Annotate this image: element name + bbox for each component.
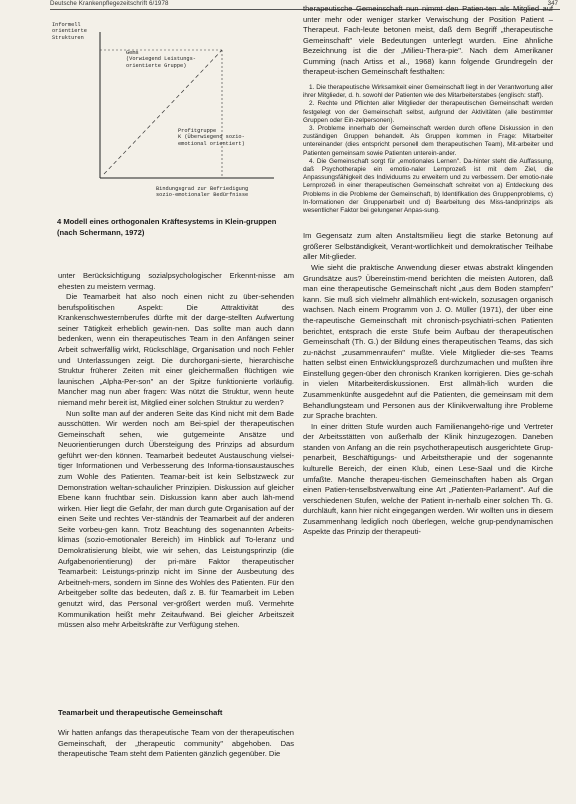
paragraph: Die Teamarbeit hat also noch einen nicht zu über-sehenden berufspolitischen Aspekt: Die Attraktivität des Krankenschwesternberufes dürfte mit der darge-stellten Aufwertung seiner Tätigkeit erheblich gewin-nen. Das sollte man auch dann bedenken, wenn ein therapeutisches Team in den Anfängen seiner Arbeit schwerfällig wirkt, Rückschläge, Organisation und noch Fehler und Unterlassungen zeigt. Die durchorgani-sierte, hierarchische Struktur früherer Zeiten mit einer gleichermaßen flüchtigen wie launischen „Alpha-Per-son" an der Spitze funktionierte vorläufig. Mancher mag nun aber fragen: Was nützt die Struktur, wenn heute niemand mehr bereit ist, Mitglied einer solchen Struktur zu werden?: [58, 292, 294, 407]
force-system-diagram: [52, 20, 292, 205]
list-item: 3. Probleme innerhalb der Gemeinschaft werden durch offene Diskussion in den zuständigen Gruppen behandelt. Als Gruppen kommen in Frage: Mitarbeiter untereinander (dies entspricht personell dem therapeutischen Team), Mit-arbeiter und Patienten gemeinsam sowie Patienten unterein-ander.: [303, 125, 553, 157]
list-item: 4. Die Gemeinschaft sorgt für „emotionales Lernen". Da-hinter steht die Auffassung, daß Psychotherapie ein emotio-naler Lernprozeß ist mit dem Ziel, die Anpassungsfähigkeit des Individuums zu erweitern und zu verbessern. Der emotio-nale Lernprozeß in einer therapeutischen Gemeinschaft schreitet von a) Entdeckung des Problems in die Probleme der Gemeinschaft, b) Identifikation des Gruppenproblems, c) In-formationen der Gruppenarbeit und d) Bearbeitung des Miss-tandprinzips als wesentlicher Faktor bei gelungener Anpas-sung.: [303, 157, 553, 215]
paragraph: Wie sieht die praktische Anwendung dieser etwas abstrakt klingenden Grundsätze aus? Übereinstim-mend berichten die meisten Autoren, daß man eine therapeutische Gemeinschaft nicht „aus dem Boden stampfen" kann. Sie muß sich vielmehr allmählich ent-wickeln, sozusagen organisch wachsen. Nach einem Programm von J. O. Müller (1971), der über eine the-rapeutische Gemeinschaft mit chronisch-psychiatri-schen Patienten berichtet, entsprach die erste Stufe beim Aufbau der therapeutischen Gemeinschaft (Th. G.) der Bildung eines therapeutischen Teams, das sich zu-nächst „zusammenraufen" mußte. Viele Mitglieder die-ses Teams hatten selbst einen Entwicklungsprozeß durchzumachen und mußten ihre Einstellung gegen-über den chronisch Kranken korrigieren. Dies ge-schah in vielen Mitarbeiterdiskussionen. Erst allmäh-lich wurden die Zusammenkünfte ausgedehnt auf die Patienten, die gemeinsam mit dem Behandlungsteam und Personen aus der Klinikverwaltung ihre Probleme zur Sprache brachten.: [303, 263, 553, 421]
paragraph: therapeutische Gemeinschaft nun nimmt den Patien-ten als Mitglied auf unter mehr oder weniger starker Verwischung der Position Patient – Therapeut. Fach-leute betonen meist, daß dem Begriff „therapeutische Gemeinschaft" viele Bedeutungen unterlegt wurden. Eine ähnliche Bezeichnung ist die der „Milieu-Thera-pie". Nach dem Amerikaner Cumming (nach Artiss et al., 1968) kann folgende Grundregeln der therapeut-ischen Gemeinschaft festhalten:: [303, 4, 553, 77]
list-item: 2. Rechte und Pflichten aller Mitglieder der therapeutischen Gemeinschaft werden festgelegt von der Gemeinschaft selbst, aufgrund der Aktivitäten (alle bestimmter Gruppen oder Ein-zelpersonen).: [303, 100, 553, 124]
left-column: [58, 271, 294, 631]
spacer: [303, 221, 553, 231]
rules-list: [303, 84, 553, 215]
paragraph: unter Berücksichtigung sozialpsychologischer Erkennt-nisse am ehesten zu meistern vermag.: [58, 271, 294, 291]
page-number: 347: [547, 0, 558, 7]
figure-caption: 4 Modell eines orthogonalen Kräftesystems in Klein-gruppen (nach Schermann, 1972): [57, 217, 277, 237]
right-column: [303, 4, 553, 538]
list-item: 1. Die therapeutische Wirksamkeit einer Gemeinschaft liegt in der Verantwortung aller ihrer Mitglieder, d. h. sowohl der Patienten wie des Mitarbeiterstabes (englisch: staff).: [303, 84, 553, 100]
diagram-graphic: [52, 20, 292, 205]
label-task-group: Gems (Vorwiegend Leistungs- orientierte Gruppe): [126, 50, 196, 69]
paragraph: Nun sollte man auf der anderen Seite das Kind nicht mit dem Bade ausschütten. Wir werden noch am Bei-spiel der therapeutischen Gemeinschaft sehen, wie gutgemeinte Ansätze und Neuorientierungen durch Übersteigung des Prinzips ad absurdum geführt wer-den können. Teamarbeit bedeutet Austauschung vielsei-tiger Informationen und Verbesserung des Informa-tionsaustausches zum Wohle des Patienten. Teamar-beit ist kein Selbstzweck zur Demonstration weltan-schaulicher Prinzipien. Diskussion auf gleicher Ebene kann fruchtbar sein. Diskussion kann aber auch läh-mend wirken. Hier liegt die Gefahr, der man durch gute Organisation auf der einen Seite und rechtes Ver-ständnis der Teamarbeit auf der anderen Seite vorbeu-gen kann. Trotz Beachtung des sogenannten Arbeits-klimas (sozio-emotionaler Bereich) im Hinblick auf To-leranz und Demokratisierung bleibt, wie wir sehen, das Leistungsprinzip (die Aufgabenorientierung) der pri-märe Faktor therapeutischer Teamarbeit: Leistungs-prinzip nicht im Sinne der Ausbeutung des Arbeitneh-mers, sondern im Sinne des Wohles des Patienten. Für den Arbeitgeber sollte das bedeuten, daß z. B. für Teamarbeit im Leben genutzt wird, das Personal ver-größert werden muß. Vermehrte Kommunikation heißt mehr Zeitaufwand. Bei gleicher Arbeitszeit müssen also mehr Arbeitskräfte zur Verfügung stehen.: [58, 408, 294, 630]
journal-title: Deutsche Krankenpflegezeitschrift 6/1978: [50, 0, 169, 7]
section-heading: Teamarbeit und therapeutische Gemeinschaft: [58, 708, 223, 717]
label-bonding-axis: Bindungsgrad zur Befriedigung sozio-emotionaler Bedürfnisse: [156, 186, 249, 199]
label-profit-group: Profitgruppe K (Überwiegend sozio- emotional orientiert): [178, 128, 245, 147]
label-informal-structures: Informell orientierte Strukturen: [52, 22, 87, 41]
left-column-continued: [58, 728, 294, 760]
paragraph: Wir hatten anfangs das therapeutische Team von der therapeutischen Gemeinschaft, der „therapeutic community" abgehoben. Das therapeutische Team steht dem Patienten gänzlich gegenüber. Die: [58, 728, 294, 759]
paragraph: In einer dritten Stufe wurden auch Familienangehö-rige und Vertreter der Arbeitsstätten von außerhalb der Klinik hinzugezogen. Daneben standen von Anfang an die rein psychotherapeutisch ausgerichtete Grup-penarbeit, Beschäftigungs- und Arbeitstherapie und der sogenannte kulturelle Bereich, der einen Klub, einen Lese-Saal und die Kirche umfaßte. Manche therapeu-tischen Gemeinschaften haben als Organ einen Patien-tenselbstverwaltung eine Art „Patienten-Parlament". Auf die verschiedenen Stufen, welche der Patient in-nerhalb einer solchen Th. G. durchläuft, kann hier nicht eingegangen werden. Wir wollten uns in diesem Zusammenhang lediglich noch überlegen, welche grup-pendynamischen Aspekte das Prinzip der therapeuti-: [303, 421, 553, 537]
paragraph: Im Gegensatz zum alten Anstaltsmilieu liegt die starke Betonung auf größerer Selbständigkeit, Verant-wortlichkeit und demokratischer Teilhabe aller Mit-glieder.: [303, 231, 553, 262]
